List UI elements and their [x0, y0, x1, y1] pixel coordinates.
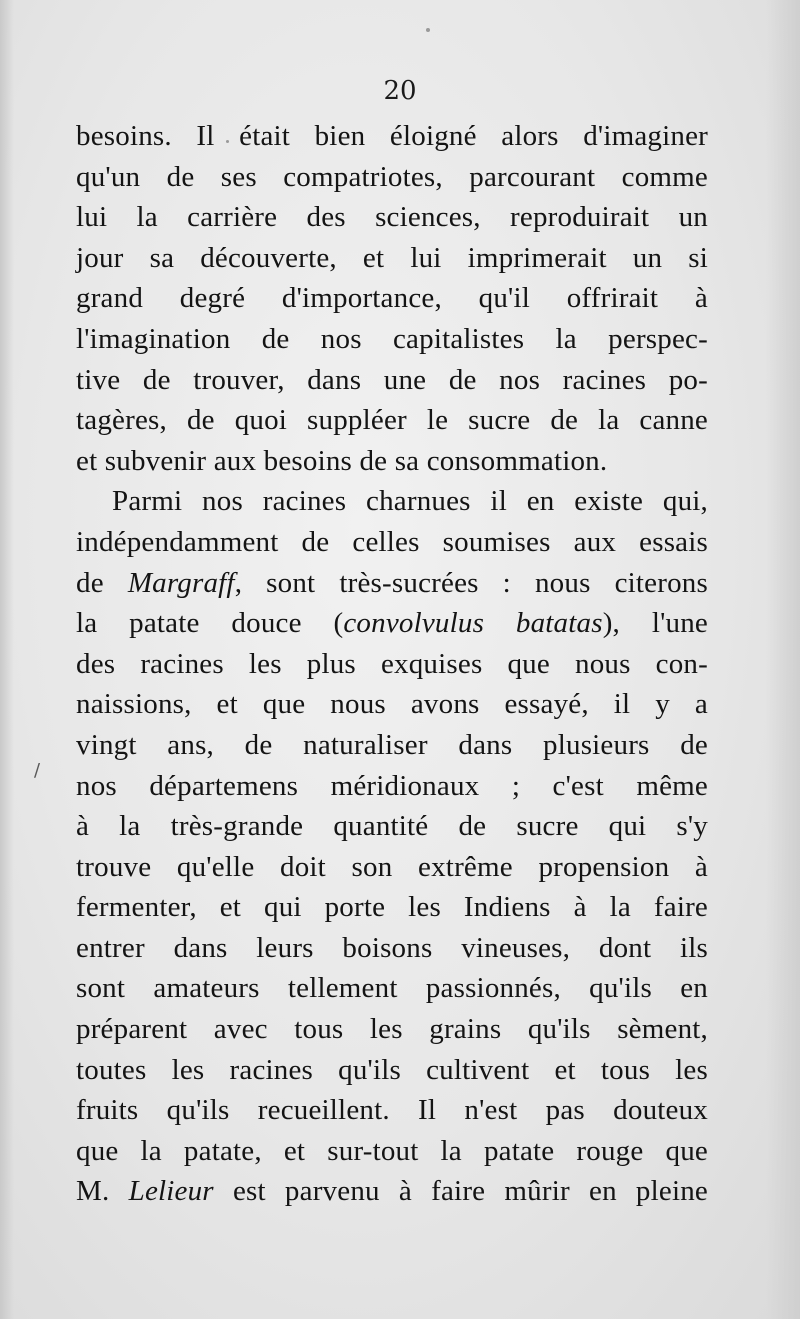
- text-line: [76, 116, 708, 157]
- italic-text: convolvulus batatas: [343, 607, 603, 640]
- text-line: [76, 1090, 708, 1131]
- text-segment: à la très-grande quantité de sucre qui s'y: [76, 810, 708, 843]
- text-segment: et subvenir aux besoins de sa consommation.: [76, 444, 608, 477]
- text-line: [76, 441, 708, 482]
- text-segment: ), l'une: [602, 607, 708, 640]
- text-line: [76, 319, 708, 360]
- text-line: [76, 400, 708, 441]
- text-line: [76, 968, 708, 1009]
- text-segment: est parvenu à faire mûrir en pleine: [213, 1175, 708, 1208]
- text-line: [76, 238, 708, 279]
- text-segment: que la patate, et sur-tout la patate rouge que: [76, 1134, 708, 1167]
- text-line: [76, 1050, 708, 1091]
- italic-text: Lelieur: [128, 1175, 214, 1208]
- text-line: [76, 481, 708, 522]
- text-line: [76, 725, 708, 766]
- page-shadow-right: [766, 0, 800, 1319]
- text-segment: entrer dans leurs boisons vineuses, dont ils: [76, 931, 708, 964]
- text-segment: grand degré d'importance, qu'il offrirait à: [76, 282, 708, 315]
- text-line: [76, 197, 708, 238]
- paper-speck: [426, 28, 430, 32]
- text-segment: toutes les racines qu'ils cultivent et tous les: [76, 1053, 708, 1086]
- text-line: [76, 278, 708, 319]
- text-segment: , sont très-sucrées : nous citerons: [234, 566, 708, 599]
- text-segment: fruits qu'ils recueillent. Il n'est pas douteux: [76, 1094, 708, 1127]
- text-segment: sont amateurs tellement passionnés, qu'ils en: [76, 972, 708, 1005]
- text-segment: qu'un de ses compatriotes, parcourant comme: [76, 160, 708, 193]
- text-segment: lui la carrière des sciences, reproduirait un: [76, 201, 708, 234]
- text-line: [76, 806, 708, 847]
- text-line: [76, 157, 708, 198]
- body-text: [76, 116, 708, 1212]
- page-number: 20: [383, 76, 417, 106]
- text-line: [76, 603, 708, 644]
- text-line: [76, 684, 708, 725]
- text-line: [76, 1009, 708, 1050]
- text-line: [76, 644, 708, 685]
- text-line: [76, 1171, 708, 1212]
- text-line: [76, 522, 708, 563]
- text-segment: des racines les plus exquises que nous con-: [76, 647, 708, 680]
- text-segment: tive de trouver, dans une de nos racines po-: [76, 363, 708, 396]
- text-line: [76, 563, 708, 604]
- text-line: [76, 766, 708, 807]
- text-segment: trouve qu'elle doit son extrême propension à: [76, 850, 708, 883]
- text-segment: nos départemens méridionaux ; c'est même: [76, 769, 708, 802]
- text-segment: de: [76, 566, 128, 599]
- margin-mark: /: [34, 760, 41, 781]
- text-segment: fermenter, et qui porte les Indiens à la faire: [76, 891, 708, 924]
- text-segment: vingt ans, de naturaliser dans plusieurs de: [76, 728, 708, 761]
- text-segment: naissions, et que nous avons essayé, il y a: [76, 688, 708, 721]
- text-segment: indépendamment de celles soumises aux essais: [76, 525, 708, 558]
- text-segment: l'imagination de nos capitalistes la perspec-: [76, 322, 708, 355]
- text-line: [76, 928, 708, 969]
- text-segment: préparent avec tous les grains qu'ils sèment,: [76, 1013, 708, 1046]
- text-segment: besoins. Il était bien éloigné alors d'imaginer: [76, 120, 708, 152]
- text-line: [76, 360, 708, 401]
- text-segment: jour sa découverte, et lui imprimerait un si: [76, 241, 708, 274]
- italic-text: Margraff: [127, 566, 235, 599]
- text-segment: tagères, de quoi suppléer le sucre de la canne: [76, 404, 708, 437]
- text-line: [76, 1131, 708, 1172]
- text-line: [76, 847, 708, 888]
- text-segment: M.: [76, 1175, 129, 1208]
- page-shadow-left: [0, 0, 14, 1319]
- text-line: [76, 887, 708, 928]
- text-segment: la patate douce (: [76, 607, 344, 640]
- text-segment: Parmi nos racines charnues il en existe qui,: [112, 485, 708, 518]
